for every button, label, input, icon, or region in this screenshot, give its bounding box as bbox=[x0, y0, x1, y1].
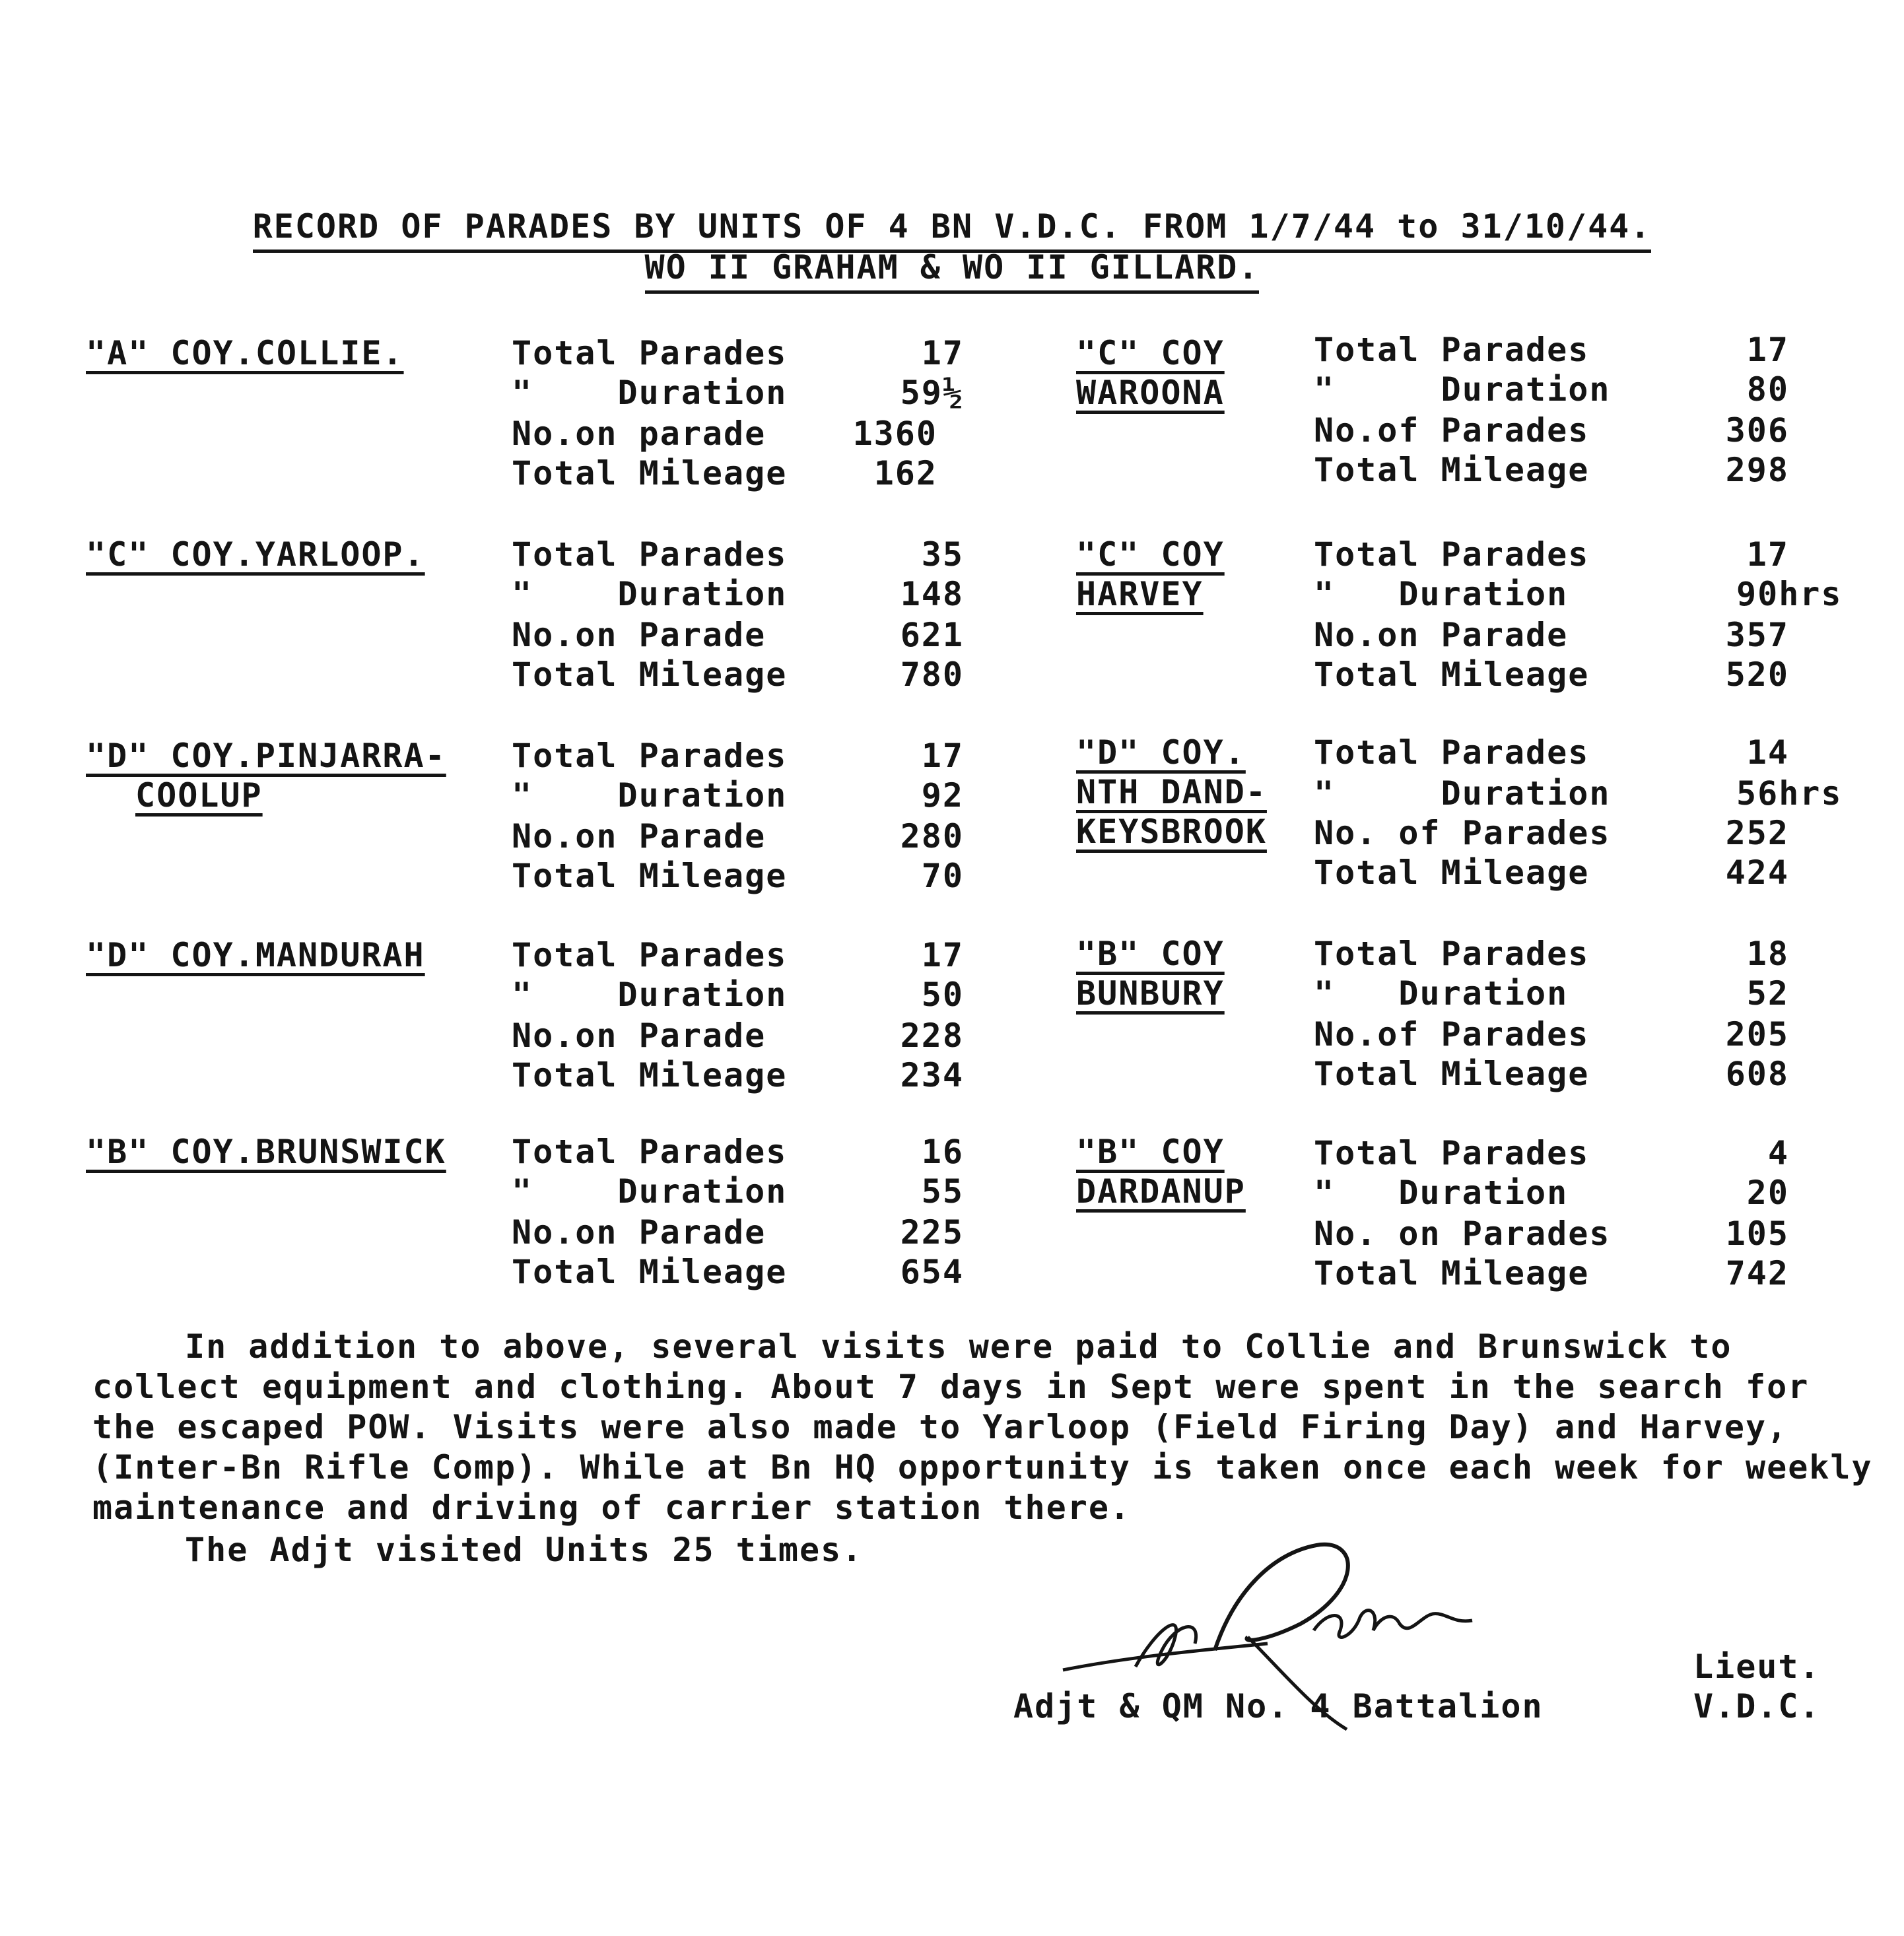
row-value: 306 bbox=[1725, 411, 1789, 450]
signature-corps: V.D.C. bbox=[1693, 1687, 1821, 1725]
unit-name-line3: KEYSBROOK bbox=[1076, 813, 1267, 851]
row-label: " Duration bbox=[512, 575, 788, 613]
row-label: Total Parades bbox=[512, 334, 788, 372]
row-value: 18 bbox=[1746, 935, 1789, 973]
row-value: 162 bbox=[873, 454, 937, 492]
row-value: 357 bbox=[1725, 616, 1789, 654]
unit-name-line2: HARVEY bbox=[1076, 575, 1204, 613]
row-label: Total Mileage bbox=[512, 1253, 788, 1291]
row-value: 17 bbox=[921, 737, 964, 775]
row-value: 608 bbox=[1725, 1055, 1789, 1093]
row-value: 252 bbox=[1725, 814, 1789, 852]
row-value: 424 bbox=[1725, 853, 1789, 892]
adjt-visits-paragraph: The Adjt visited Units 25 times. bbox=[185, 1531, 864, 1569]
row-value: 17 bbox=[921, 936, 964, 974]
row-label: Total Parades bbox=[1314, 935, 1590, 973]
unit-name-line2: NTH DAND- bbox=[1076, 773, 1267, 811]
row-label: No.on Parade bbox=[1314, 616, 1569, 654]
row-label: No.on Parade bbox=[512, 1017, 766, 1055]
row-label: Total Mileage bbox=[512, 857, 788, 895]
row-value: 205 bbox=[1725, 1015, 1789, 1053]
row-label: Total Mileage bbox=[1314, 655, 1590, 694]
row-value: 90hrs bbox=[1736, 575, 1843, 613]
row-label: Total Mileage bbox=[1314, 1055, 1590, 1093]
row-value: 14 bbox=[1746, 733, 1789, 772]
row-value: 742 bbox=[1725, 1254, 1789, 1292]
unit-name-line2: BUNBURY bbox=[1076, 974, 1225, 1013]
row-value: 234 bbox=[900, 1056, 964, 1094]
row-label: No.of Parades bbox=[1314, 1015, 1590, 1053]
row-label: Total Parades bbox=[512, 737, 788, 775]
row-label: " Duration bbox=[1314, 370, 1611, 409]
row-value: 654 bbox=[900, 1253, 964, 1291]
row-label: Total Mileage bbox=[1314, 1254, 1590, 1292]
row-label: Total Parades bbox=[512, 535, 788, 574]
row-value: 17 bbox=[1746, 535, 1789, 574]
row-label: Total Mileage bbox=[512, 454, 788, 492]
row-value: 780 bbox=[900, 655, 964, 694]
row-value: 1360 bbox=[852, 415, 937, 453]
row-value: 228 bbox=[900, 1017, 964, 1055]
row-label: No. on Parades bbox=[1314, 1215, 1611, 1253]
row-value: 59½ bbox=[900, 374, 964, 412]
row-label: " Duration bbox=[1314, 974, 1569, 1013]
row-value: 148 bbox=[900, 575, 964, 613]
row-value: 50 bbox=[921, 976, 964, 1014]
row-label: " Duration bbox=[1314, 575, 1569, 613]
row-value: 55 bbox=[921, 1172, 964, 1211]
unit-name-line2: WAROONA bbox=[1076, 374, 1225, 412]
row-value: 17 bbox=[921, 334, 964, 372]
document-subtitle bbox=[0, 248, 1904, 286]
row-value: 16 bbox=[921, 1133, 964, 1171]
unit-name-line2: DARDANUP bbox=[1076, 1172, 1246, 1211]
unit-name: "B" COY bbox=[1076, 935, 1225, 973]
unit-name: "D" COY.MANDURAH bbox=[86, 936, 425, 974]
unit-name: "D" COY.PINJARRA- bbox=[86, 737, 446, 775]
row-label: Total Parades bbox=[1314, 1134, 1590, 1172]
unit-name: "B" COY.BRUNSWICK bbox=[86, 1133, 446, 1171]
unit-name: "A" COY.COLLIE. bbox=[86, 334, 404, 372]
row-value: 17 bbox=[1746, 331, 1789, 369]
document-title bbox=[0, 207, 1904, 246]
row-label: Total Mileage bbox=[1314, 451, 1590, 489]
row-label: Total Mileage bbox=[1314, 853, 1590, 892]
row-value: 298 bbox=[1725, 451, 1789, 489]
row-value: 92 bbox=[921, 776, 964, 815]
row-label: Total Parades bbox=[1314, 535, 1590, 574]
unit-name: "C" COY bbox=[1076, 535, 1225, 574]
row-value: 56hrs bbox=[1736, 774, 1843, 813]
unit-name: "C" COY bbox=[1076, 334, 1225, 372]
unit-name: "D" COY. bbox=[1076, 733, 1246, 772]
unit-name: "B" COY bbox=[1076, 1133, 1225, 1171]
row-label: No. of Parades bbox=[1314, 814, 1611, 852]
row-value: 52 bbox=[1746, 974, 1789, 1013]
signature-position: Adjt & QM No. 4 Battalion bbox=[1013, 1687, 1544, 1725]
row-label: " Duration bbox=[1314, 1174, 1569, 1212]
row-label: " Duration bbox=[512, 776, 788, 815]
row-value: 70 bbox=[921, 857, 964, 895]
row-value: 80 bbox=[1746, 370, 1789, 409]
row-label: No.on parade bbox=[512, 415, 766, 453]
signature-rank: Lieut. bbox=[1693, 1648, 1821, 1686]
row-label: Total Parades bbox=[512, 936, 788, 974]
summary-paragraph: In addition to above, several visits were paid to Collie and Brunswick to collect equipment and clothing. About 7 days in Sept were spent in the search for the escaped POW. Visits were also made to Yarloop (Field Firing Day) and Harvey, (Inter-Bn Rifle Comp). While at Bn HQ opportunity is taken once each week for weekly maintenance and driving of carrier station there. bbox=[92, 1327, 1873, 1527]
row-value: 105 bbox=[1725, 1215, 1789, 1253]
row-label: " Duration bbox=[512, 374, 788, 412]
row-label: Total Parades bbox=[512, 1133, 788, 1171]
row-value: 225 bbox=[900, 1213, 964, 1252]
row-label: " Duration bbox=[512, 1172, 788, 1211]
row-value: 20 bbox=[1746, 1174, 1789, 1212]
row-label: Total Parades bbox=[1314, 331, 1590, 369]
row-label: No.on Parade bbox=[512, 616, 766, 654]
row-value: 280 bbox=[900, 817, 964, 855]
row-label: No.of Parades bbox=[1314, 411, 1590, 450]
row-label: Total Mileage bbox=[512, 655, 788, 694]
row-value: 4 bbox=[1767, 1134, 1789, 1172]
row-label: Total Parades bbox=[1314, 733, 1590, 772]
title-line-2: WO II GRAHAM & WO II GILLARD. bbox=[645, 248, 1260, 294]
row-label: " Duration bbox=[1314, 774, 1611, 813]
row-label: " Duration bbox=[512, 976, 788, 1014]
unit-name-line2: COOLUP bbox=[135, 776, 263, 815]
row-value: 621 bbox=[900, 616, 964, 654]
row-label: No.on Parade bbox=[512, 1213, 766, 1252]
title-line-1: RECORD OF PARADES BY UNITS OF 4 BN V.D.C. FROM 1/7/44 to 31/10/44. bbox=[253, 207, 1652, 253]
row-label: Total Mileage bbox=[512, 1056, 788, 1094]
unit-name: "C" COY.YARLOOP. bbox=[86, 535, 425, 574]
row-value: 35 bbox=[921, 535, 964, 574]
row-value: 520 bbox=[1725, 655, 1789, 694]
row-label: No.on Parade bbox=[512, 817, 766, 855]
